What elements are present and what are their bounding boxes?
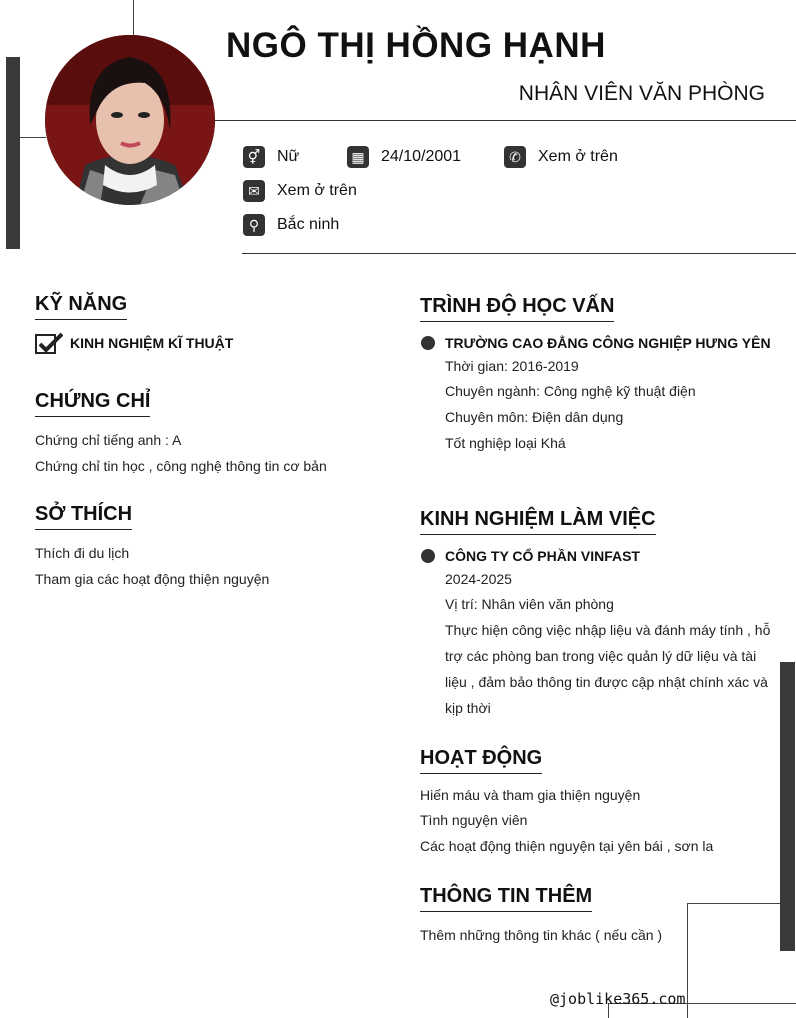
- birthday-value: 24/10/2001: [381, 148, 462, 165]
- skill-label: KINH NGHIỆM KĨ THUẬT: [70, 335, 234, 351]
- activity-item: Tình nguyện viên: [420, 812, 528, 828]
- more-info-title: THÔNG TIN THÊM: [420, 885, 592, 912]
- bullet-dot: [421, 336, 435, 350]
- experience-description: trợ các phòng ban trong việc quản lý dữ liệu và tài: [445, 648, 757, 664]
- hobbies-title: SỞ THÍCH: [35, 503, 132, 530]
- education-time: Thời gian: 2016-2019: [445, 358, 579, 374]
- experience-title: KINH NGHIỆM LÀM VIỆC: [420, 508, 656, 535]
- contact-phone: [504, 146, 618, 168]
- contact-birthday: [347, 146, 461, 168]
- certificate-item: Chứng chỉ tiếng anh : A: [35, 432, 182, 448]
- bullet-dot: [421, 549, 435, 563]
- phone-value: Xem ở trên: [538, 148, 618, 165]
- certificates-title: CHỨNG CHỈ: [35, 390, 150, 417]
- email-value: Xem ở trên: [277, 182, 357, 199]
- education-major: Chuyên ngành: Công nghệ kỹ thuật điện: [445, 383, 696, 399]
- education-title: TRÌNH ĐỘ HỌC VẤN: [420, 295, 614, 322]
- experience-period: 2024-2025: [445, 571, 512, 587]
- gender-value: Nữ: [277, 148, 300, 165]
- divider: [215, 120, 796, 121]
- email-icon: ✉: [243, 180, 265, 202]
- experience-description: kịp thời: [445, 700, 491, 716]
- gender-icon: ⚥: [243, 146, 265, 168]
- hobby-item: Thích đi du lịch: [35, 545, 130, 561]
- more-info-text: Thêm những thông tin khác ( nếu cần ): [420, 927, 663, 943]
- education-grade: Tốt nghiệp loại Khá: [445, 435, 566, 451]
- decor-line: [687, 903, 688, 1018]
- company-name: CÔNG TY CỔ PHẦN VINFAST: [445, 548, 640, 564]
- decor-line: [133, 0, 134, 36]
- decor-line: [687, 903, 780, 904]
- contact-email: [243, 180, 357, 202]
- contact-gender: [243, 146, 299, 168]
- hobby-item: Tham gia các hoạt động thiện nguyện: [35, 571, 270, 587]
- location-icon: ⚲: [243, 214, 265, 236]
- calendar-icon: ▦: [347, 146, 369, 168]
- address-value: Bắc ninh: [277, 216, 340, 233]
- candidate-name: NGÔ THỊ HỒNG HẠNH: [226, 26, 606, 65]
- school-name: TRƯỜNG CAO ĐẲNG CÔNG NGHIỆP HƯNG YÊN: [445, 335, 771, 351]
- job-title: NHÂN VIÊN VĂN PHÒNG: [518, 82, 765, 105]
- skill-item: [35, 331, 233, 355]
- education-specialty: Chuyên môn: Điện dân dụng: [445, 409, 624, 425]
- watermark: @joblike365.com: [550, 990, 686, 1008]
- phone-icon: ✆: [504, 146, 526, 168]
- decor-bar-right: [780, 662, 795, 951]
- experience-description: liệu , đảm bảo thông tin được cập nhật chính xác và: [445, 674, 768, 690]
- avatar: [45, 35, 215, 205]
- experience-description: Thực hiện công việc nhập liệu và đánh máy tính , hỗ: [445, 622, 771, 638]
- activities-title: HOẠT ĐỘNG: [420, 747, 542, 774]
- activity-item: Các hoạt động thiện nguyện tại yên bái , sơn la: [420, 838, 714, 854]
- experience-position: Vị trí: Nhân viên văn phòng: [445, 596, 614, 612]
- decor-bar-left: [6, 57, 20, 249]
- certificate-item: Chứng chỉ tin học , công nghệ thông tin cơ bản: [35, 458, 327, 474]
- skills-title: KỸ NĂNG: [35, 293, 127, 320]
- checkbox-icon: [35, 331, 63, 355]
- decor-line: [20, 137, 46, 138]
- contact-address: [243, 214, 339, 236]
- divider: [242, 253, 796, 254]
- activity-item: Hiến máu và tham gia thiện nguyện: [420, 787, 641, 803]
